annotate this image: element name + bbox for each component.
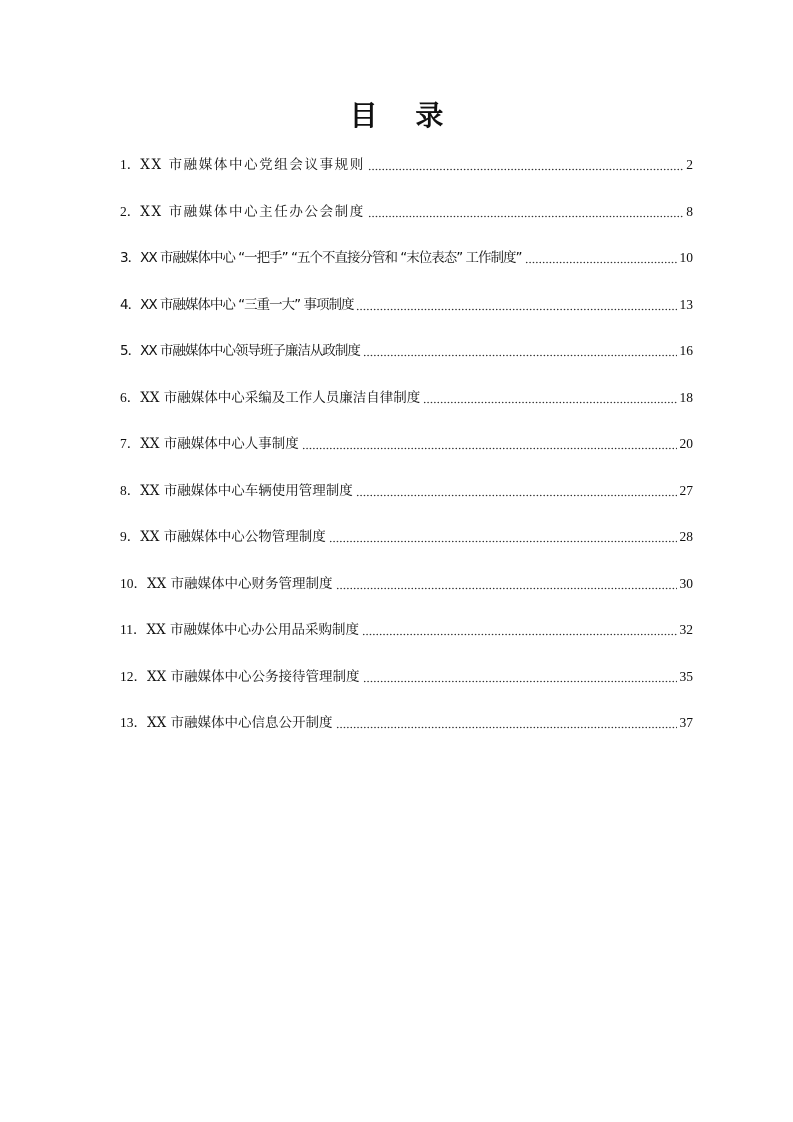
toc-entry-title: XX 市融媒体中心公物管理制度: [140, 529, 326, 545]
toc-entry-title: XX 市融媒体中心车辆使用管理制度: [140, 482, 353, 499]
toc-entry[interactable]: [120, 615, 693, 662]
toc-entry-number: 6．: [120, 389, 141, 405]
toc-entry-number: 7．: [120, 436, 141, 451]
toc-entry[interactable]: [120, 383, 693, 430]
toc-entry-page: 35: [679, 668, 693, 684]
toc-entry-page: 10: [679, 250, 693, 265]
toc-entry[interactable]: [120, 197, 693, 244]
toc-entry[interactable]: [120, 150, 693, 197]
toc-entry-number: 4．: [120, 296, 141, 313]
toc-entry-page: 20: [679, 436, 693, 451]
toc-title: 目 录: [349, 99, 458, 132]
toc-entry-title: XX 市融媒体中心人事制度: [140, 436, 299, 452]
toc-entry[interactable]: [120, 336, 693, 383]
toc-entry[interactable]: [120, 476, 693, 523]
dot-leader: [423, 390, 676, 404]
dot-leader: [525, 251, 677, 265]
toc-entry-number: 10．: [120, 575, 147, 591]
toc-entry-title: XX 市融媒体中心公务接待管理制度: [147, 668, 360, 685]
toc-entry-page: 16: [679, 343, 693, 358]
toc-entry-title: XX 市融媒体中心办公用品采购制度: [146, 622, 360, 638]
toc-entry-number: 11．: [120, 622, 147, 637]
toc-entry-page: 18: [679, 389, 693, 405]
dot-leader: [363, 669, 677, 683]
toc-entry-number: 8．: [120, 482, 141, 498]
dot-leader: [356, 297, 676, 311]
toc-entry[interactable]: [120, 662, 693, 709]
toc-entry-title: XX 市融媒体中心财务管理制度: [147, 575, 333, 592]
toc-entry-page: 32: [679, 622, 693, 637]
dot-leader: [329, 530, 677, 544]
dot-leader: [336, 716, 677, 730]
toc-entry[interactable]: [120, 429, 693, 476]
dot-leader: [356, 483, 677, 497]
toc-entry-number: 3．: [120, 250, 141, 266]
toc-entry-number: 2．: [120, 203, 141, 219]
toc-entry[interactable]: [120, 569, 693, 616]
toc-entry[interactable]: [120, 522, 693, 569]
toc-entry[interactable]: [120, 290, 693, 337]
toc-entry-page: 2: [686, 157, 693, 172]
dot-leader: [363, 344, 677, 358]
dot-leader: [362, 623, 676, 637]
toc-entry[interactable]: [120, 243, 693, 290]
toc-entry-page: 13: [679, 296, 693, 312]
toc-entry-number: 12．: [120, 668, 147, 684]
toc-entry-page: 30: [679, 575, 693, 591]
dot-leader: [368, 204, 683, 218]
toc-entry-number: 5．: [120, 343, 141, 359]
toc-entry-title: XX 市融媒体中心领导班子廉洁从政制度: [140, 343, 360, 359]
dot-leader: [368, 158, 683, 172]
toc-entry-number: 1．: [120, 157, 141, 172]
dot-leader: [336, 576, 677, 590]
toc-entry-title: XX 市融媒体中心 “三重一大” 事项制度: [140, 296, 354, 313]
toc-entry-title: XX 市融媒体中心主任办公会制度: [140, 203, 365, 220]
toc-entry-page: 8: [686, 203, 693, 219]
toc-entry-number: 9．: [120, 529, 141, 544]
toc-entry-page: 37: [679, 715, 693, 730]
toc-entry-title: XX 市融媒体中心党组会议事规则: [140, 157, 365, 173]
toc-entry-title: XX 市融媒体中心信息公开制度: [147, 715, 333, 731]
toc-entry-page: 28: [679, 529, 693, 544]
toc-entry-title: XX 市融媒体中心 “一把手” “五个不直接分管和 “末位表态” 工作制度”: [140, 250, 522, 266]
toc-entry-number: 13．: [120, 715, 147, 730]
toc-list: [120, 150, 693, 755]
toc-entry-page: 27: [679, 482, 693, 498]
toc-entry[interactable]: [120, 708, 693, 755]
dot-leader: [302, 437, 677, 451]
toc-entry-title: XX 市融媒体中心采编及工作人员廉洁自律制度: [140, 389, 421, 406]
